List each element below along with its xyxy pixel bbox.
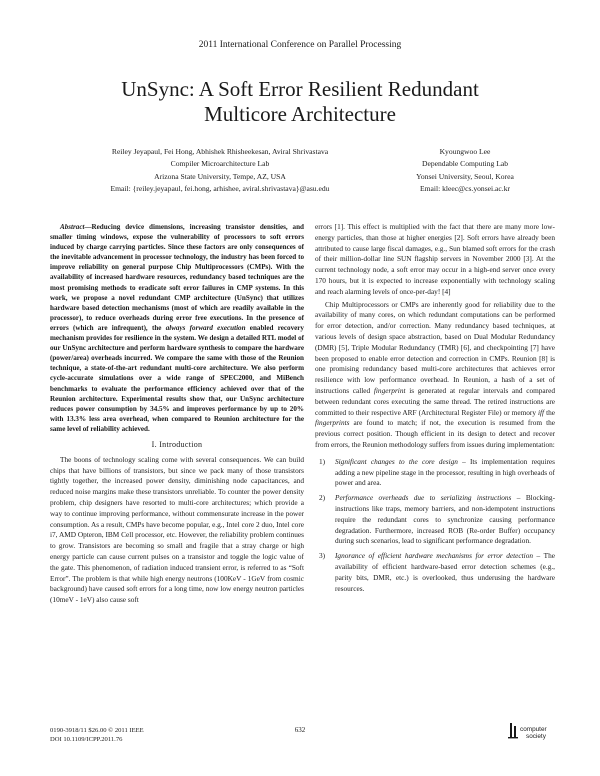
abstract-emphasis: always forward execution <box>165 323 246 332</box>
author-email: Email: {reiley.jeyapaul, fei.hong, arhishee, aviral.shrivastava}@asu.edu <box>110 184 330 194</box>
computer-society-logo <box>508 719 558 747</box>
author-name: Kyoungwoo Lee <box>439 147 491 156</box>
abstract <box>50 222 304 434</box>
author-email: Email: kleec@cs.yonsei.ac.kr <box>419 184 511 194</box>
list-item-number: 3) <box>319 551 326 561</box>
author-university: Yonsei University, Seoul, Korea <box>416 171 514 181</box>
abstract-dash: — <box>84 223 92 231</box>
author-names: Reiley Jeyapaul, Fei Hong, Abhishek Rhisheekesan, Aviral Shrivastava <box>111 147 329 156</box>
section-heading-introduction: I. Introduction <box>151 439 203 449</box>
list-item <box>315 493 555 547</box>
list-item-title: Significant changes to the core design <box>335 456 458 466</box>
issues-list <box>315 457 555 595</box>
footer-doi: DOI 10.1109/ICPP.2011.76 <box>50 736 123 743</box>
para2-text-c: the <box>544 407 555 417</box>
para2-emphasis-iff: iff <box>537 407 545 417</box>
paper-title <box>50 77 550 127</box>
para2-emphasis-fingerprint: fingerprint <box>373 385 406 395</box>
title-line-2: Multicore Architecture <box>204 102 396 126</box>
author-lab: Dependable Computing Lab <box>421 159 509 169</box>
list-item-text: – The availability of efficient hardware-based error detection schemes (e.g., parity bits, DMR, etc.) is overlooked, thus underusing the hardware resources. <box>335 551 555 593</box>
abstract-text-1: Reducing device dimensions, increasing transistor densities, and smaller timing windows, expose the vulnerability of processors to soft errors induced by charge carrying particles. Since these factors are only consequences of the inevitable advancement in processor technology, the industry has been forced to improve reliability on general purpose Chip Multiprocessors (CMPs). With the availability of increased hardware resources, redundancy based techniques are the most promising methods to eradicate soft error failures in CMP systems. In this work, we propose a novel redundant CMP architecture (UnSync) that utilizes hardware based detection mechanisms (most of which are readily available in the processor), to reduce overheads during error free executions. In the presence of errors (which are infrequent), the <box>50 223 304 332</box>
list-item-number: 1) <box>319 456 326 466</box>
list-item-title: Performance overheads due to serializing instructions <box>335 493 512 503</box>
logo-line-2: society <box>526 733 546 740</box>
author-lab: Compiler Microarchitecture Lab <box>170 159 270 169</box>
intro-paragraph-1: The boons of technology scaling come with several consequences. We can build chips that have billions of transistors, but since we pack many of those transistors tightly together, the increased power density, diminishing node capacitances, and reduced noise margins make these transistors unreliable. To counter the power density problem, chip designers have resorted to multi-core architectures; which provide a way to continue improving performance, without commensurate increase in the power consumption. As a result, CMPs have become popular, e.g., Intel core 2 duo, Intel core i7, AMD Opteron, IBM Cell processor, etc. However, the reliability problem continues to grow. Transistors are becoming so small and fragile that a stray charge or high energy particle can cause current pulses on a transistor and toggle the logic value of the gate. This phenomenon, of radiation induced transient error, is referred to as “Soft Error”. The problem is that while high energy neutrons (100KeV - 1GeV from cosmic background) have caused soft errors for a long time, now low energy neutron particles (10meV - 1eV) also cause soft <box>50 454 304 605</box>
list-item-title: Ignorance of efficient hardware mechanisms for error detection <box>335 551 533 561</box>
list-item-text: – Blocking-instructions like traps, memory barriers, and non-idempotent instructions require the redundant cores to synchronize causing performance degradation. Furthermore, increased ROB (Re-order Buffer) occupancy during such scenarios, lead to significant performance degradation. <box>335 493 556 546</box>
author-block-yonsei <box>380 146 550 196</box>
abstract-lead: Abstract <box>60 223 85 231</box>
logo-text <box>520 719 547 740</box>
para2-emphasis-fingerprints: fingerprints <box>315 418 350 428</box>
author-university: Arizona State University, Tempe, AZ, USA <box>154 171 286 181</box>
footer-price-line: 0190-3918/11 $26.00 © 2011 IEEE <box>50 727 144 734</box>
list-item-text: – Its implementation requires adding a new pipeline stage in the processor, resulting in high overheads of power and area. <box>335 456 555 488</box>
right-column <box>315 222 555 598</box>
left-column <box>50 222 304 606</box>
para2-text-d: are found to match; if not, the execution is resumed from the previous correct position. Though efficient in its design to detect and recover from errors, the Reunion methodology suffers from issues during implementation: <box>315 418 555 449</box>
list-item <box>315 551 555 594</box>
right-paragraph-2 <box>315 300 555 451</box>
logo-line-1: computer <box>520 726 547 733</box>
right-paragraph-1: errors [1]. This effect is multiplied with the fact that there are many more low-energy particles, than those at higher energies [2]. Soft errors have already been attributed to cause large fiscal damages, e.g., Sun blamed soft errors for the crash of their million-dollar line SUN flagship servers in November 2000 [3]. At the current technology node, a soft error may occur in a high-end server once every 170 hours, but it is expected to increase exponentially with technology scaling and reach alarming levels of once-per-day! [4] <box>315 222 555 296</box>
page-number: 632 <box>294 726 306 734</box>
para2-text-b: is generated at regular intervals and compared between redundant cores executing the same thread. The retired instructions are committed to their respective ARF (Architectural Register File) or memory <box>315 385 555 417</box>
para2-text-a: Chip Multiprocessors or CMPs are inherently good for reliability due to the availability of many cores, on which redundant computations can be performed for error detection, and/or correction. Many redundancy based techniques, at various levels of design space abstraction, based on Dual Modular Redundancy (DMR) [5], Triple Modular Redundancy (TMR) [6], and checkpointing [7] have been proposed to enable error detection and correction in CMPs. Reunion [8] is one promising redundancy based multi-core architectures that achieves error resilience with low performance overhead. In Reunion, a hash of a set of instructions called <box>315 299 555 395</box>
abstract-text-2: enabled recovery mechanism provides for resilience in the system. We design a detailed RTL model of our UnSync architecture and perform hardware synthesis to compare the hardware (power/area) overheads incurred. We compare the same with those of the Reunion technique, a state-of-the-art redundant multi-core architecture. We also perform cycle-accurate simulations over a wide range of SPEC2000, and MiBench benchmarks to evaluate the performance efficiency achieved over that of the Reunion architecture. Experimental results show that, our UnSync architecture reduces power consumption by 34.5% and improves performance by up to 20% with 13.3% less area overhead, when compared to Reunion architecture for the same level of reliability achieved. <box>50 323 304 433</box>
computer-society-icon <box>508 721 520 741</box>
title-line-1: UnSync: A Soft Error Resilient Redundant <box>121 77 479 101</box>
conference-header: 2011 International Conference on Parallel Processing <box>198 40 402 50</box>
list-item <box>315 457 555 489</box>
author-block-asu <box>55 146 385 196</box>
list-item-number: 2) <box>319 493 326 503</box>
